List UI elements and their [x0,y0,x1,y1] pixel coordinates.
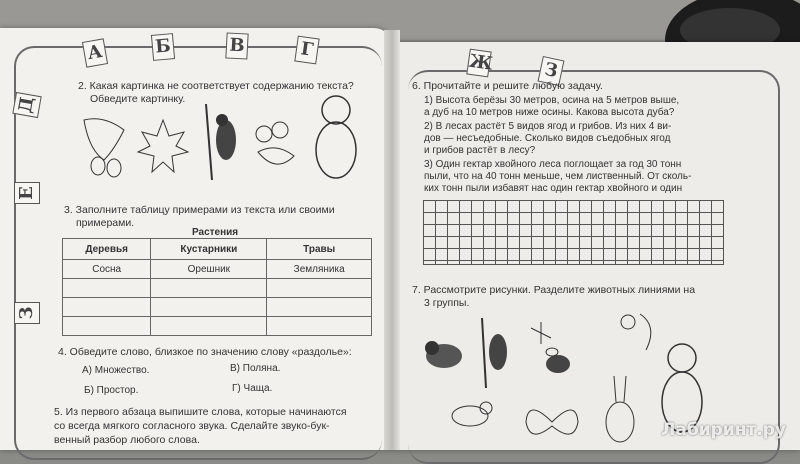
blank-cell[interactable] [267,317,372,336]
bee-picture[interactable] [540,344,576,380]
bullfinch-picture[interactable] [418,330,468,380]
q6-task1-line1: 1) Высота берёзы 30 метров, осина на 5 метров выше, [424,95,680,106]
blank-cell[interactable] [63,298,151,317]
border-letter: Д [12,92,41,118]
q4-option-b[interactable]: Б) Простор. [84,385,139,396]
q6-task2-line3: и грибов растёт в лесу? [424,145,536,156]
q3-text-line2: примерами. [76,217,135,229]
blank-cell[interactable] [151,317,267,336]
blank-cell[interactable] [267,279,372,298]
woodpecker-picture-2[interactable] [476,318,516,388]
book-spine [384,30,400,450]
border-letter: Г [294,36,319,65]
table-header: Травы [267,239,372,260]
strawberry-picture[interactable] [248,112,304,178]
table-cell: Сосна [63,260,151,279]
q5-text-line2: со всегда мягкого согласного звука. Сделайте звуко-бук- [54,420,330,432]
q2-text-line2: Обведите картинку. [90,93,186,105]
q6-task3-line2: пыли, что на 40 тонн меньше, чем лиственный. От сколь- [424,171,692,182]
q6-text-line1: 6. Прочитайте и решите любую задачу. [412,80,603,92]
table-title: Растения [192,227,239,238]
q6-task3-line3: ких тонн пыли избавят нас один гектар хвойного и один [424,183,683,194]
watermark: Лабиринт.ру [661,420,786,440]
q6-task2-line2: дов — несъедобные. Сколько видов съедобных ягод [424,133,671,144]
woodpecker-picture[interactable] [198,104,248,180]
border-letter: Е [14,182,40,204]
q6-task1-line2: а дуб на 10 метров ниже осины. Какова высота дуба? [424,107,675,118]
blank-cell[interactable] [63,317,151,336]
table-header: Деревья [63,239,151,260]
oak-acorn-picture[interactable] [74,110,134,182]
squirrel-picture[interactable] [610,306,660,356]
q4-option-g[interactable]: Г) Чаща. [232,383,273,394]
table-cell: Земляника [267,260,372,279]
q3-text-line1: 3. Заполните таблицу примерами из текста или своими [64,204,335,216]
border-letter: А [82,38,108,67]
q6-task2-line1: 2) В лесах растёт 5 видов ягод и грибов. Из них 4 ви- [424,121,672,132]
border-letter: В [225,32,248,59]
maple-leaf-picture[interactable] [136,116,190,176]
q5-text-line1: 5. Из первого абзаца выпишите слова, которые начинаются [54,406,347,418]
bird-picture[interactable] [440,392,496,442]
border-letter: З [538,56,565,86]
plants-table [62,238,372,336]
border-letter: Б [151,33,175,61]
q7-text-line2: 3 группы. [424,297,470,309]
butterfly-picture[interactable] [522,398,582,446]
border-letter: З [14,302,40,324]
hare-picture[interactable] [600,372,640,446]
q6-task3-line1: 3) Один гектар хвойного леса поглощает за год 30 тонн [424,159,682,170]
blank-cell[interactable] [151,279,267,298]
q4-option-a[interactable]: А) Множество. [82,365,150,376]
q4-text-line1: 4. Обведите слово, близкое по значению слову «раздолье»: [58,346,352,358]
table-header: Кустарники [151,239,267,260]
bear-cub-picture[interactable] [306,92,366,188]
blank-cell[interactable] [151,298,267,317]
q7-text-line1: 7. Рассмотрите рисунки. Разделите животных линиями на [412,284,696,296]
answer-grid[interactable] [423,200,724,265]
q4-option-v[interactable]: В) Поляна. [230,363,281,374]
border-letter: Ж [466,49,491,78]
table-cell: Орешник [151,260,267,279]
q5-text-line3: венный разбор любого слова. [54,434,200,446]
blank-cell[interactable] [267,298,372,317]
blank-cell[interactable] [63,279,151,298]
q2-text-line1: 2. Какая картинка не соответствует содержанию текста? [78,80,354,92]
